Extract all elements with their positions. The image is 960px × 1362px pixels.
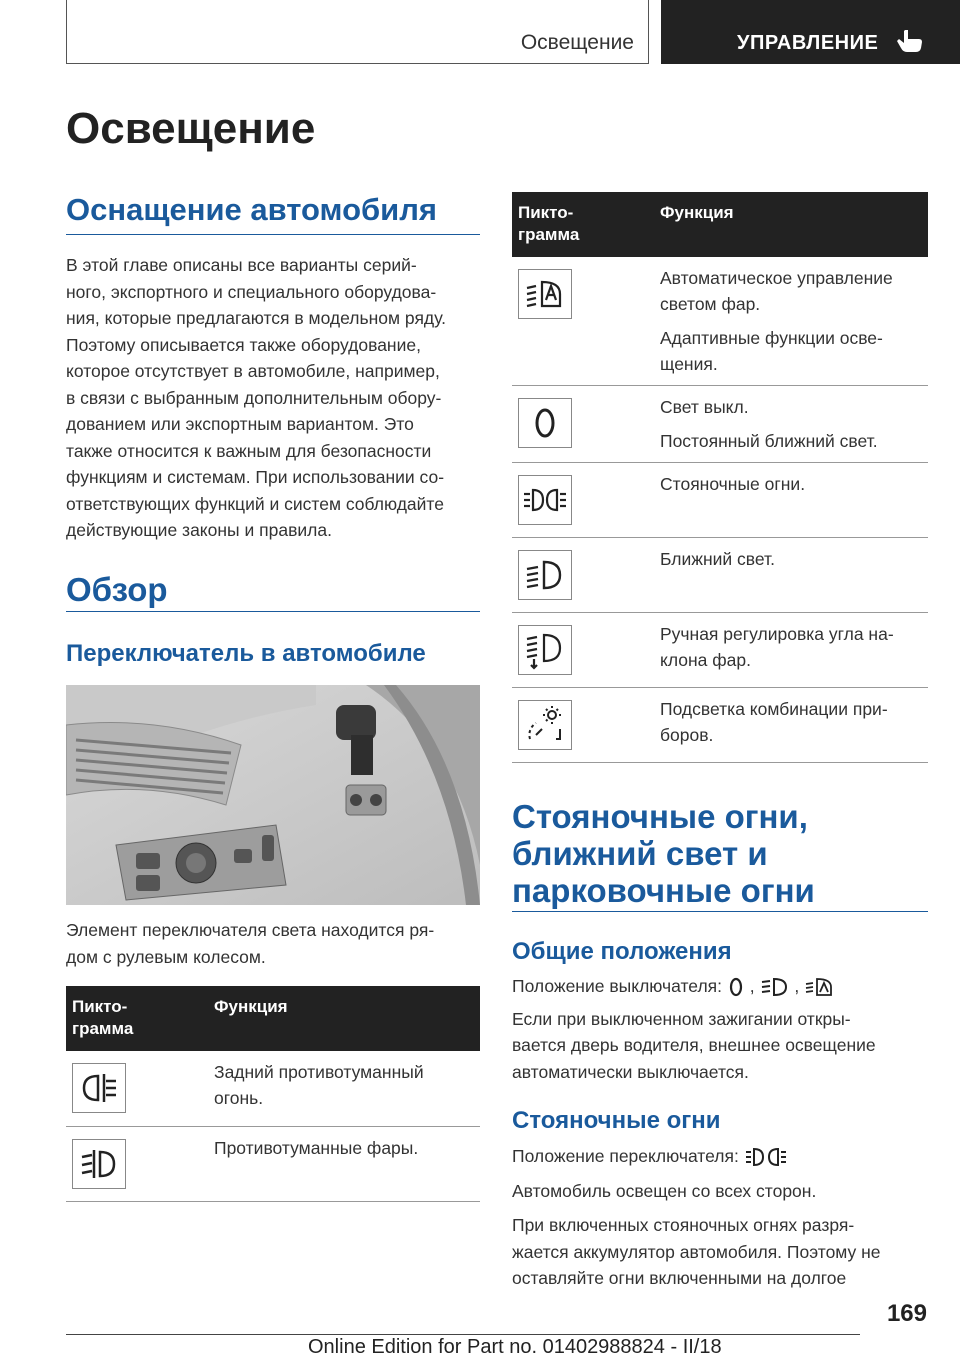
low-beam-icon (518, 550, 572, 600)
parking-light-icon (518, 475, 572, 525)
heading-rule (66, 611, 480, 612)
light-off-icon (727, 976, 745, 998)
light-off-icon (518, 398, 572, 448)
auto-light-icon (804, 976, 834, 998)
footer-edition: Online Edition for Part no. 01402988824 - II/18 (308, 1336, 722, 1358)
heading-rule (512, 911, 928, 912)
table-row: Противотуманные фары. (66, 1126, 480, 1201)
col-pictogram: Пикто- грамма (66, 986, 208, 1051)
auto-light-icon (518, 269, 572, 319)
headlight-range-icon (518, 625, 572, 675)
function-text: Стояночные огни. (660, 474, 806, 494)
header-section-title: Освещение (520, 31, 634, 54)
heading-overview: Обзор (66, 571, 168, 608)
parking-paragraph: Положение переключателя: Автомобиль освещен со всех сторон. При включенных стояночных огнях разря- жается аккумулятор автомобиля. Поэтому не оставляйте огни включенными на долгое (512, 1146, 881, 1288)
function-text: Свет выкл. (660, 397, 749, 417)
table-right (512, 192, 928, 763)
parking-light-icon (744, 1146, 788, 1168)
table-row (512, 257, 928, 386)
heading-general: Общие положения (512, 938, 732, 965)
function-text: Постоянный ближний свет. (660, 431, 878, 451)
instrument-lighting-icon (518, 700, 572, 750)
table-row: Задний противотуманный огонь. (66, 1051, 480, 1126)
pointing-hand-icon (895, 28, 923, 54)
page-title: Освещение (66, 104, 316, 153)
rear-fog-light-icon (72, 1063, 126, 1113)
col-pictogram: Пикто- грамма (512, 192, 654, 257)
function-text: Адаптивные функции осве- щения. (660, 328, 883, 374)
heading-switch: Переключатель в автомобиле (66, 640, 426, 667)
table-row (512, 538, 928, 613)
table-row (512, 688, 928, 763)
general-paragraph: Положение выключателя: , , Если при выключенном зажигании откры- вается дверь водителя, внешнее освещение автоматически выключается. (512, 976, 876, 1082)
table-row (512, 613, 928, 688)
function-text: Ближний свет. (660, 549, 775, 569)
front-fog-light-icon (72, 1139, 126, 1189)
function-text: Подсветка комбинации при- боров. (660, 699, 888, 745)
footer-rule (66, 1334, 860, 1335)
header-chapter-box (661, 0, 960, 64)
table-row (512, 386, 928, 463)
table-row (512, 463, 928, 538)
page-number: 169 (886, 1300, 927, 1327)
heading-rule (66, 234, 480, 235)
equipment-paragraph: В этой главе описаны все варианты серий- ного, экспортного и специального оборудова- ния, которые предлагаются в модельном ряду. Поэтому описывается также оборудование, которое отсутствует в автомобиле, например, в связи с выбранным дополнительным обору- дованием или экспортным вариантом. Это также относится к важным для безопасности функциям и системам. При использовании со- ответствующих функций и систем соблюдайте действующие законы и правила. (66, 255, 446, 540)
light-switch-photo (66, 685, 480, 905)
heading-equipment: Оснащение автомобиля (66, 192, 437, 227)
col-function: Функция (208, 986, 480, 1051)
function-text: Ручная регулировка угла на- клона фар. (660, 624, 894, 670)
low-beam-icon (760, 976, 790, 998)
header-chapter-title: УПРАВЛЕНИЕ (737, 32, 879, 54)
function-text: Автоматическое управление светом фар. (660, 268, 893, 314)
col-function: Функция (654, 192, 928, 257)
switch-caption: Элемент переключателя света находится ря- дом с рулевым колесом. (66, 920, 435, 967)
table-left (66, 986, 480, 1202)
heading-parking-lights: Стояночные огни, ближний свет и парковочные огни (512, 798, 815, 909)
header-section-box (66, 0, 649, 64)
heading-parking: Стояночные огни (512, 1107, 721, 1134)
